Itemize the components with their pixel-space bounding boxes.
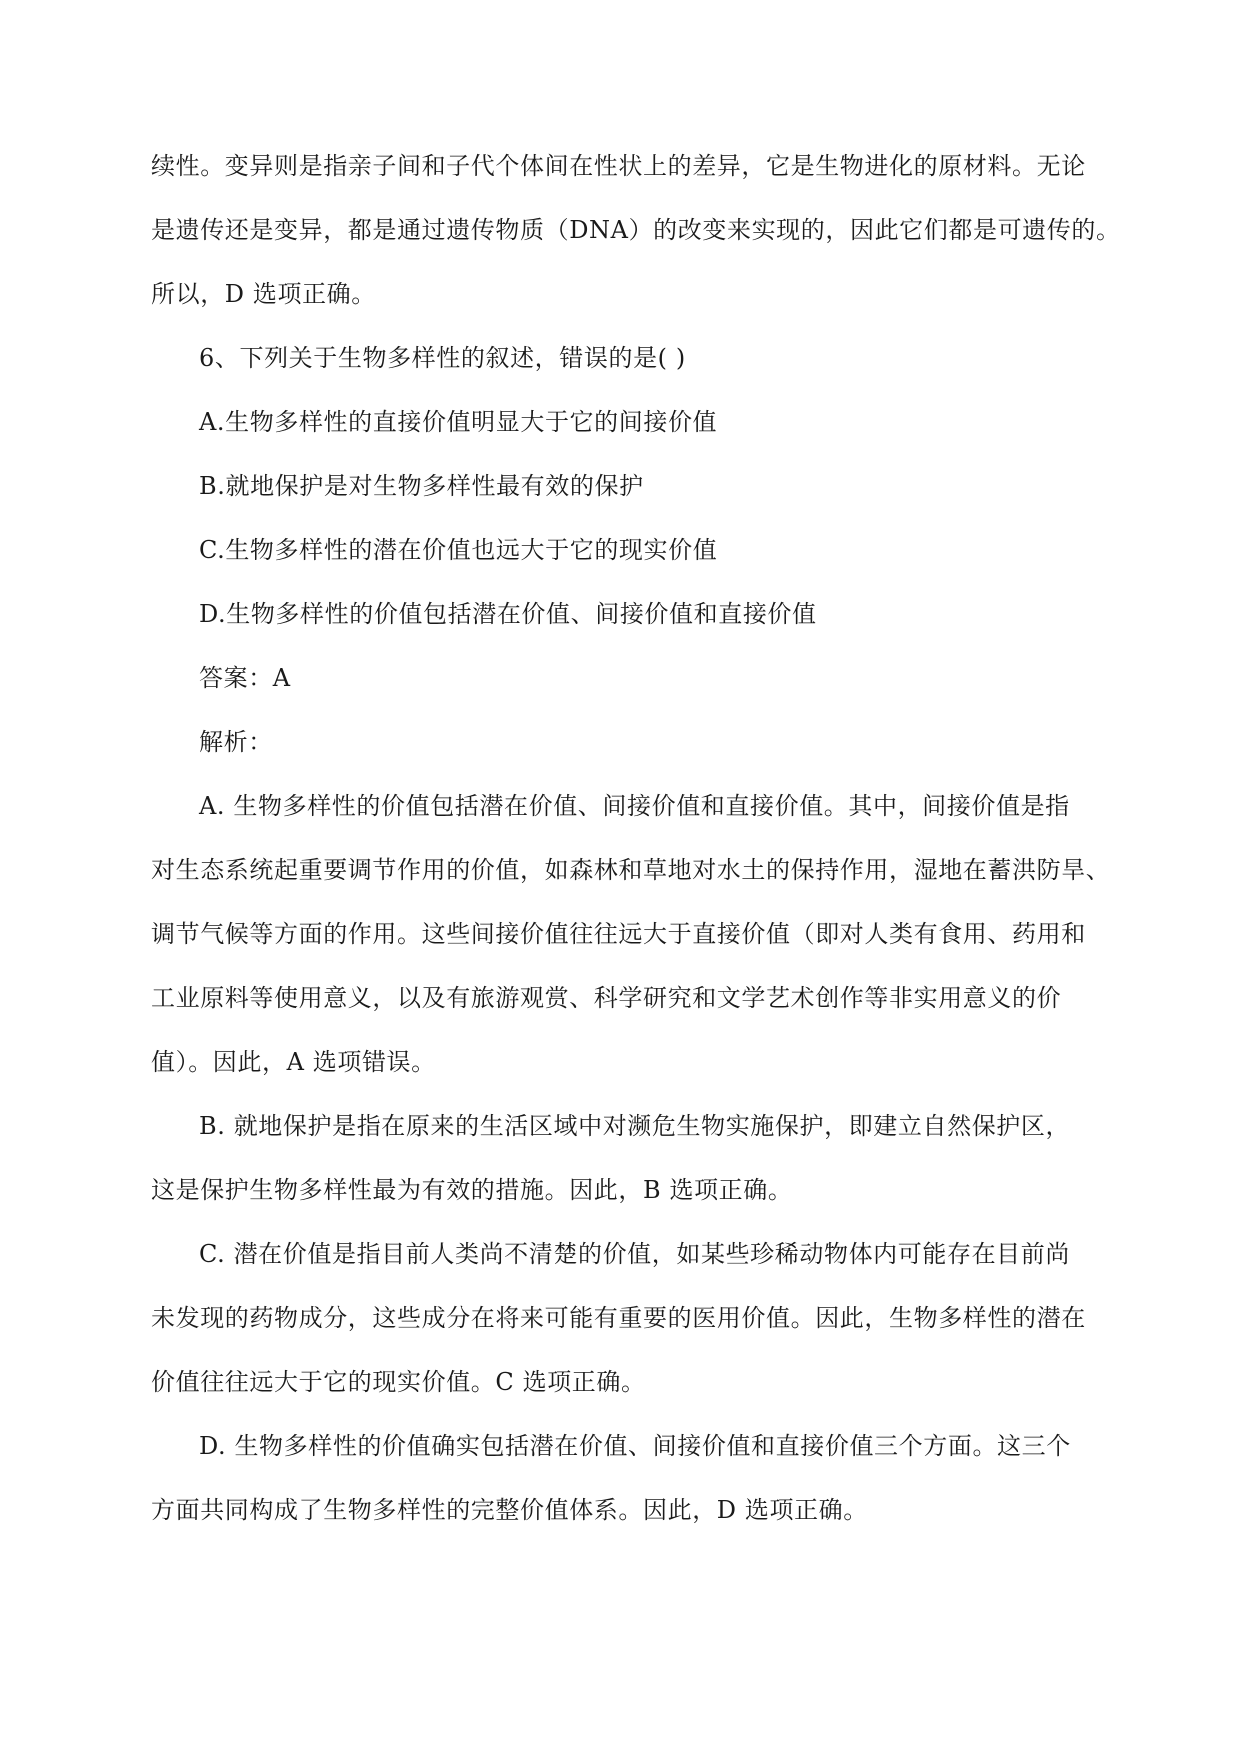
option-b: B.就地保护是对生物多样性最有效的保护 [199, 472, 644, 500]
analysis-a-line: 工业原料等使用意义，以及有旅游观赏、科学研究和文学艺术创作等非实用意义的价 [151, 984, 1062, 1012]
analysis-c-line: C. 潜在价值是指目前人类尚不清楚的价值，如某些珍稀动物体内可能存在目前尚 [199, 1240, 1070, 1268]
paragraph-line: 是遗传还是变异，都是通过遗传物质（DNA）的改变来实现的，因此它们都是可遗传的。 [151, 216, 1121, 244]
analysis-d-line: D. 生物多样性的价值确实包括潜在价值、间接价值和直接价值三个方面。这三个 [199, 1432, 1071, 1460]
option-d: D.生物多样性的价值包括潜在价值、间接价值和直接价值 [199, 600, 817, 628]
question-text: 6、下列关于生物多样性的叙述，错误的是( ) [199, 344, 686, 372]
paragraph-line: 续性。变异则是指亲子间和子代个体间在性状上的差异，它是生物进化的原材料。无论 [151, 152, 1086, 180]
option-c: C.生物多样性的潜在价值也远大于它的现实价值 [199, 536, 718, 564]
option-a: A.生物多样性的直接价值明显大于它的间接价值 [199, 408, 718, 436]
analysis-a-line: 调节气候等方面的作用。这些间接价值往往远大于直接价值（即对人类有食用、药用和 [151, 920, 1086, 948]
answer-text: 答案：A [199, 664, 291, 692]
analysis-a-line: 值）。因此，A 选项错误。 [151, 1048, 436, 1076]
analysis-d-line: 方面共同构成了生物多样性的完整价值体系。因此，D 选项正确。 [151, 1496, 868, 1524]
analysis-b-line: 这是保护生物多样性最为有效的措施。因此，B 选项正确。 [151, 1176, 793, 1204]
analysis-c-line: 未发现的药物成分，这些成分在将来可能有重要的医用价值。因此，生物多样性的潜在 [151, 1304, 1086, 1332]
analysis-b-line: B. 就地保护是指在原来的生活区域中对濒危生物实施保护，即建立自然保护区， [199, 1112, 1071, 1140]
analysis-c-line: 价值往往远大于它的现实价值。C 选项正确。 [151, 1368, 646, 1396]
analysis-a-line: 对生态系统起重要调节作用的价值，如森林和草地对水土的保持作用，湿地在蓄洪防旱、 [151, 856, 1111, 884]
analysis-a-line: A. 生物多样性的价值包括潜在价值、间接价值和直接价值。其中，间接价值是指 [199, 792, 1070, 820]
paragraph-line: 所以，D 选项正确。 [151, 280, 376, 308]
analysis-label: 解析： [199, 728, 273, 756]
